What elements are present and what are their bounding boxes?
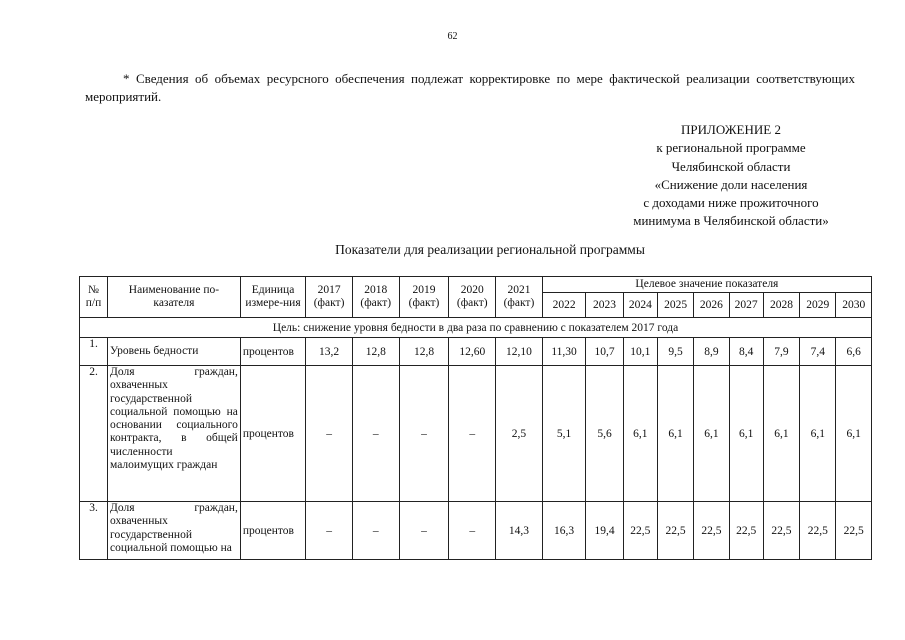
value-cell: – bbox=[399, 502, 449, 560]
value-cell: 12,8 bbox=[352, 338, 399, 366]
value-cell: 8,4 bbox=[729, 338, 763, 366]
header-2017: 2017 (факт) bbox=[306, 277, 353, 318]
value-cell: 6,1 bbox=[657, 366, 693, 502]
header-year: 2026 bbox=[694, 293, 729, 318]
value-cell: – bbox=[449, 502, 496, 560]
header-num: № п/п bbox=[80, 277, 108, 318]
value-cell: 9,5 bbox=[657, 338, 693, 366]
indicator-unit: процентов bbox=[240, 366, 305, 502]
page-number: 62 bbox=[447, 31, 458, 42]
value-cell: 12,60 bbox=[449, 338, 496, 366]
value-cell: 22,5 bbox=[729, 502, 763, 560]
header-2019: 2019 (факт) bbox=[399, 277, 449, 318]
value-cell: 10,1 bbox=[623, 338, 657, 366]
value-cell: – bbox=[306, 366, 353, 502]
value-cell: 22,5 bbox=[657, 502, 693, 560]
value-cell: 6,1 bbox=[763, 366, 799, 502]
header-year: 2029 bbox=[800, 293, 836, 318]
value-cell: – bbox=[399, 366, 449, 502]
indicator-unit: процентов bbox=[240, 502, 305, 560]
header-year: 2022 bbox=[542, 293, 586, 318]
appendix-line: с доходами ниже прожиточного bbox=[643, 195, 819, 211]
header-year: 2023 bbox=[586, 293, 623, 318]
value-cell: 19,4 bbox=[586, 502, 623, 560]
value-cell: 6,1 bbox=[800, 366, 836, 502]
row-number: 2. bbox=[80, 366, 108, 502]
header-2020: 2020 (факт) bbox=[449, 277, 496, 318]
indicator-name: Доля граждан, охваченных государственной социальной помощью на основании социального контракта, в общей численности малоимущих граждан bbox=[108, 366, 241, 502]
value-cell: 22,5 bbox=[623, 502, 657, 560]
value-cell: 6,1 bbox=[694, 366, 729, 502]
header-year: 2027 bbox=[729, 293, 763, 318]
value-cell: 6,1 bbox=[623, 366, 657, 502]
value-cell: 14,3 bbox=[496, 502, 543, 560]
indicators-table bbox=[79, 276, 872, 560]
value-cell: 6,1 bbox=[836, 366, 872, 502]
value-cell: 13,2 bbox=[306, 338, 353, 366]
table-row bbox=[80, 338, 872, 366]
value-cell: – bbox=[449, 366, 496, 502]
value-cell: 5,1 bbox=[542, 366, 586, 502]
value-cell: – bbox=[306, 502, 353, 560]
value-cell: 22,5 bbox=[694, 502, 729, 560]
header-2018: 2018 (факт) bbox=[352, 277, 399, 318]
appendix-line: минимума в Челябинской области» bbox=[633, 213, 829, 229]
value-cell: 7,4 bbox=[800, 338, 836, 366]
value-cell: 16,3 bbox=[542, 502, 586, 560]
appendix-line: ПРИЛОЖЕНИЕ 2 bbox=[681, 122, 781, 137]
header-year: 2024 bbox=[623, 293, 657, 318]
table-row bbox=[80, 366, 872, 502]
indicator-name: Уровень бедности bbox=[108, 338, 241, 366]
goal-text: Цель: снижение уровня бедности в два раза по сравнению с показателем 2017 года bbox=[80, 318, 872, 338]
header-name: Наименование по-казателя bbox=[108, 277, 241, 318]
value-cell: 12,10 bbox=[496, 338, 543, 366]
appendix-line: к региональной программе bbox=[656, 140, 806, 156]
value-cell: 7,9 bbox=[763, 338, 799, 366]
header-unit: Единица измере-ния bbox=[240, 277, 305, 318]
value-cell: 2,5 bbox=[496, 366, 543, 502]
value-cell: – bbox=[352, 502, 399, 560]
row-number: 3. bbox=[80, 502, 108, 560]
value-cell: 22,5 bbox=[763, 502, 799, 560]
value-cell: 22,5 bbox=[836, 502, 872, 560]
appendix-line: Челябинской области bbox=[671, 158, 791, 174]
table-title: Показатели для реализации региональной программы bbox=[335, 242, 645, 257]
value-cell: 8,9 bbox=[694, 338, 729, 366]
value-cell: 11,30 bbox=[542, 338, 586, 366]
footnote-text: * Сведения об объемах ресурсного обеспечения подлежат корректировке по мере фактической реализации соответствующих мероприятий. bbox=[85, 71, 855, 104]
indicator-name: Доля граждан, охваченных государственной социальной помощью на bbox=[108, 502, 241, 560]
value-cell: 10,7 bbox=[586, 338, 623, 366]
header-row bbox=[80, 277, 872, 293]
value-cell: 12,8 bbox=[399, 338, 449, 366]
value-cell: – bbox=[352, 366, 399, 502]
row-number: 1. bbox=[80, 338, 108, 366]
appendix-line: «Снижение доли населения bbox=[654, 176, 808, 192]
value-cell: 5,6 bbox=[586, 366, 623, 502]
header-2021: 2021 (факт) bbox=[496, 277, 543, 318]
header-year: 2028 bbox=[763, 293, 799, 318]
header-year: 2030 bbox=[836, 293, 872, 318]
header-year: 2025 bbox=[657, 293, 693, 318]
header-target: Целевое значение показателя bbox=[542, 277, 871, 293]
goal-row bbox=[80, 318, 872, 338]
indicator-unit: процентов bbox=[240, 338, 305, 366]
value-cell: 6,6 bbox=[836, 338, 872, 366]
value-cell: 22,5 bbox=[800, 502, 836, 560]
table-row bbox=[80, 502, 872, 560]
appendix-heading bbox=[600, 121, 862, 231]
value-cell: 6,1 bbox=[729, 366, 763, 502]
